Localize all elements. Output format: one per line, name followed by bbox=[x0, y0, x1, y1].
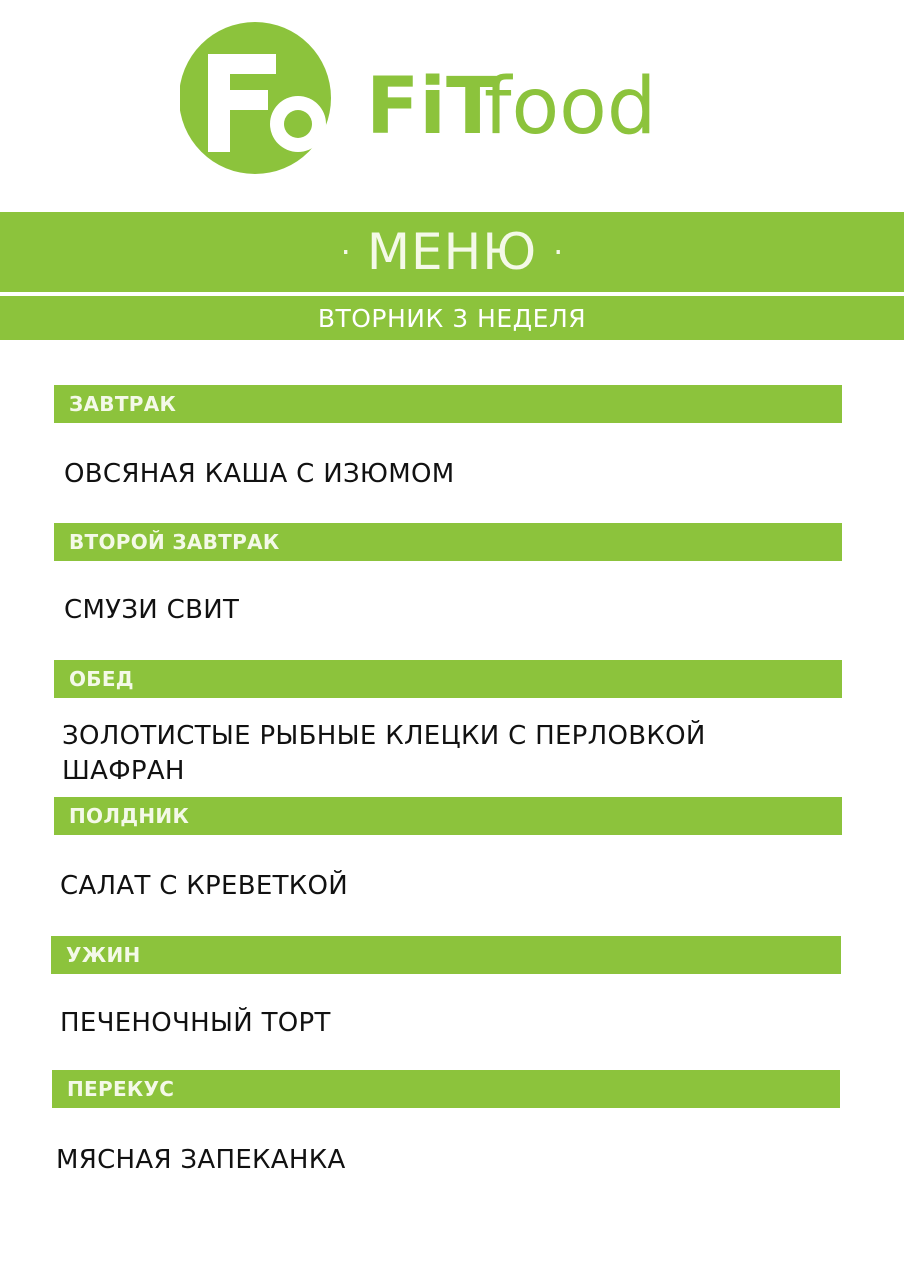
dish-line: САЛАТ С КРЕВЕТКОЙ bbox=[60, 871, 349, 901]
dish-line: ОВСЯНАЯ КАША С ИЗЮМОМ bbox=[64, 459, 455, 489]
logo-o-inner bbox=[284, 110, 312, 138]
dish-breakfast bbox=[64, 457, 455, 492]
dish-lunch bbox=[62, 719, 706, 789]
meal-label: ПОЛДНИК bbox=[69, 804, 190, 828]
menu-title: МЕНЮ bbox=[366, 223, 538, 281]
meal-label: УЖИН bbox=[66, 943, 141, 967]
dish-snack bbox=[56, 1143, 346, 1178]
dish-dinner bbox=[60, 1006, 331, 1041]
menu-title-band bbox=[0, 212, 904, 292]
dish-line: СМУЗИ СВИТ bbox=[64, 595, 240, 625]
fitfood-logo bbox=[180, 20, 680, 180]
dish-line: МЯСНАЯ ЗАПЕКАНКА bbox=[56, 1145, 346, 1175]
day-band bbox=[0, 296, 904, 340]
menu-dot-right: · bbox=[553, 233, 564, 271]
dish-second-breakfast bbox=[64, 593, 239, 628]
meal-header-dinner bbox=[51, 936, 841, 974]
dish-line: ПЕЧЕНОЧНЫЙ ТОРТ bbox=[60, 1008, 331, 1038]
meal-label: ОБЕД bbox=[69, 667, 134, 691]
meal-label: ПЕРЕКУС bbox=[67, 1077, 175, 1101]
meal-header-breakfast bbox=[54, 385, 842, 423]
day-title: ВТОРНИК 3 НЕДЕЛЯ bbox=[317, 303, 587, 333]
meal-label: ЗАВТРАК bbox=[69, 392, 177, 416]
logo-text-fit: FiT bbox=[366, 62, 500, 152]
dish-line: ШАФРАН bbox=[62, 756, 185, 786]
logo-graphic bbox=[180, 20, 680, 180]
meal-header-snack bbox=[52, 1070, 840, 1108]
meal-label: ВТОРОЙ ЗАВТРАК bbox=[69, 530, 280, 554]
dish-afternoon-snack bbox=[60, 869, 348, 904]
dish-line: ЗОЛОТИСТЫЕ РЫБНЫЕ КЛЕЦКИ С ПЕРЛОВКОЙ bbox=[62, 721, 706, 751]
menu-dot-left: · bbox=[340, 233, 351, 271]
meal-header-afternoon-snack bbox=[54, 797, 842, 835]
logo-text-food: food bbox=[484, 62, 657, 152]
meal-header-second-breakfast bbox=[54, 523, 842, 561]
meal-header-lunch bbox=[54, 660, 842, 698]
